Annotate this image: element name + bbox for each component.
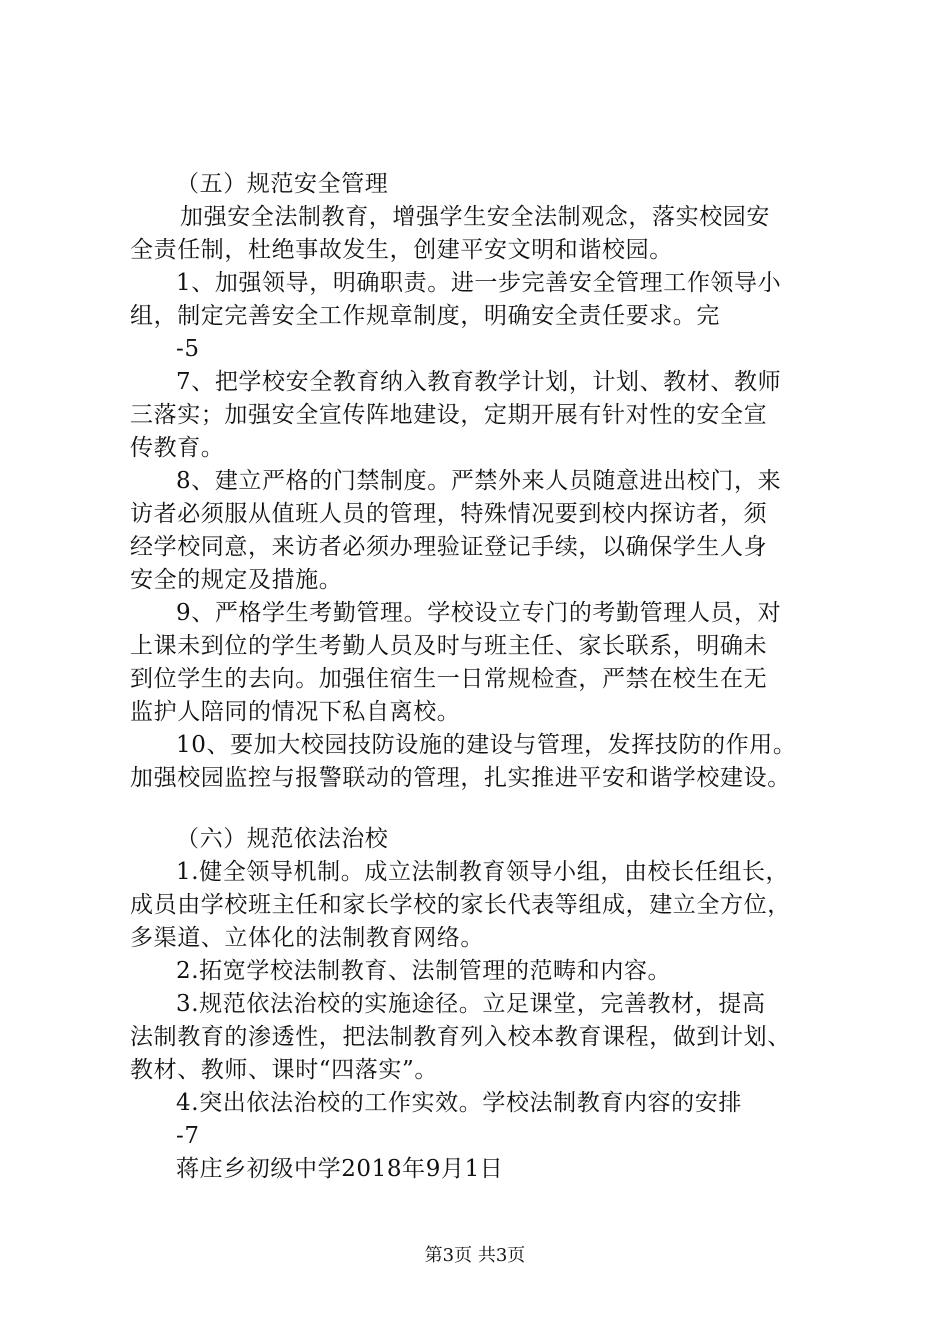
paragraph-line: 1.健全领导机制。成立法制教育领导小组，由校长任组长， bbox=[176, 859, 790, 885]
paragraph-line: 4.突出依法治校的工作实效。学校法制教育内容的安排 bbox=[176, 1090, 742, 1116]
paragraph-line: 经学校同意，来访者必须办理验证登记手续，以确保学生人身 bbox=[130, 534, 768, 560]
paragraph-line: 上课未到位的学生考勤人员及时与班主任、家长联系，明确未 bbox=[130, 633, 768, 659]
paragraph-line: 10、要加大校园技防设施的建设与管理，发挥技防的作用。 bbox=[176, 732, 797, 758]
paragraph-line: 安全的规定及措施。 bbox=[130, 567, 343, 593]
paragraph-line: 多渠道、立体化的法制教育网络。 bbox=[130, 925, 484, 951]
section-heading-6: （六）规范依法治校 bbox=[176, 826, 389, 852]
paragraph-line: 访者必须服从值班人员的管理，特殊情况要到校内探访者，须 bbox=[130, 501, 768, 527]
paragraph-line: 传教育。 bbox=[130, 435, 225, 461]
paragraph-line: 到位学生的去向。加强住宿生一日常规检查，严禁在校生在无 bbox=[130, 666, 768, 692]
section-heading-5: （五）规范安全管理 bbox=[176, 171, 389, 197]
paragraph-line: 3.规范依法治校的实施途径。立足课堂，完善教材，提高 bbox=[176, 991, 766, 1017]
page-footer: 第3页 共3页 bbox=[424, 1245, 526, 1266]
paragraph-line: 1、加强领导，明确职责。进一步完善安全管理工作领导小 bbox=[176, 270, 782, 296]
paragraph-line: 全责任制，杜绝事故发生，创建平安文明和谐校园。 bbox=[130, 237, 673, 263]
paragraph-line: 2.拓宽学校法制教育、法制管理的范畴和内容。 bbox=[176, 958, 672, 984]
paragraph-line: 9、严格学生考勤管理。学校设立专门的考勤管理人员，对 bbox=[176, 600, 782, 626]
section-gap bbox=[130, 795, 848, 823]
paragraph-line: 教材、教师、课时“四落实”。 bbox=[130, 1057, 438, 1083]
paragraph-line: 8、建立严格的门禁制度。严禁外来人员随意进出校门，来 bbox=[176, 468, 782, 494]
paragraph-line: 7、把学校安全教育纳入教育教学计划，计划、教材、教师 bbox=[176, 369, 782, 395]
paragraph-line: 加强校园监控与报警联动的管理，扎实推进平安和谐学校建设。 bbox=[130, 765, 791, 791]
paragraph-line: 组，制定完善安全工作规章制度，明确安全责任要求。完 bbox=[130, 303, 720, 329]
page-marker: -7 bbox=[176, 1123, 200, 1149]
signature-line: 蒋庄乡初级中学2018年9月1日 bbox=[176, 1156, 504, 1182]
paragraph-line: 三落实；加强安全宣传阵地建设，定期开展有针对性的安全宣 bbox=[130, 402, 768, 428]
paragraph-line: 加强安全法制教育，增强学生安全法制观念，落实校园安 bbox=[180, 204, 770, 230]
paragraph-line: 监护人陪同的情况下私自离校。 bbox=[130, 699, 461, 725]
document-body bbox=[130, 168, 848, 1186]
paragraph-line: 成员由学校班主任和家长学校的家长代表等组成，建立全方位， bbox=[130, 892, 791, 918]
paragraph-line: 法制教育的渗透性，把法制教育列入校本教育课程，做到计划、 bbox=[130, 1024, 791, 1050]
page-marker: -5 bbox=[176, 336, 200, 362]
